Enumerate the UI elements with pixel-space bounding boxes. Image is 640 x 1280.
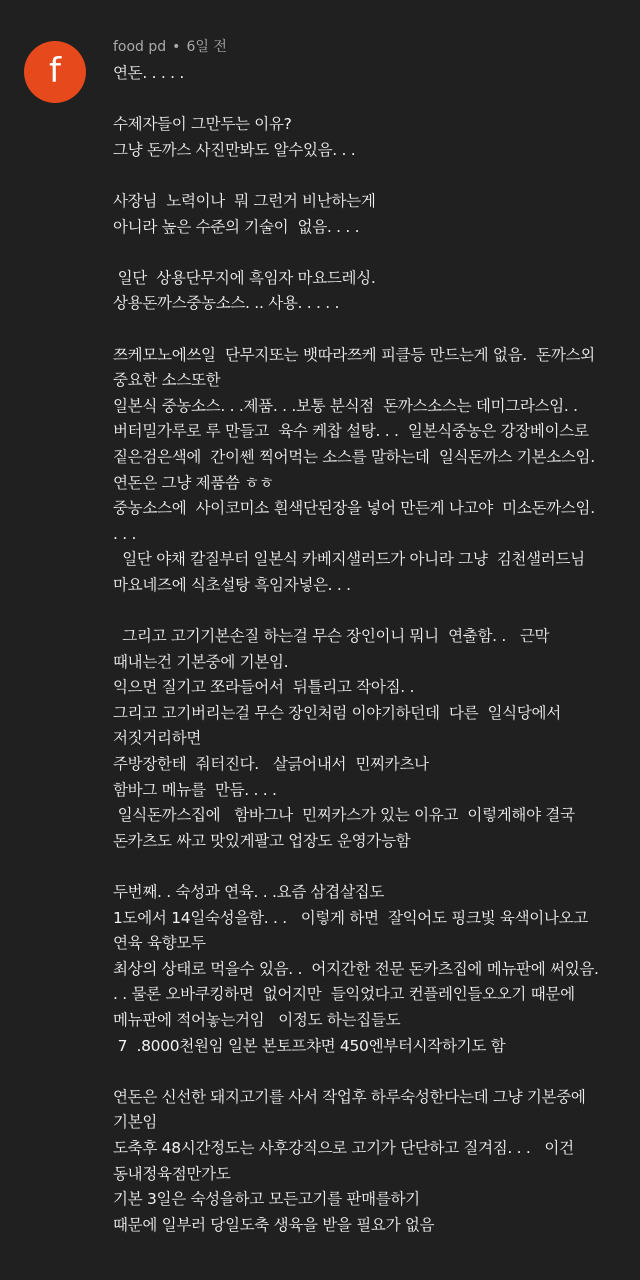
- comment-line: . . 물론 오바쿠킹하면 없어지만 들익었다고 컨플레인들오오기 때문에: [113, 985, 575, 1004]
- comment-line: 1도에서 14일숙성을함. . . 이렇게 하면 잘익어도 핑크빛 육색이나오고: [113, 908, 588, 927]
- comment-line: 그리고 고기버리는걸 무슨 장인처럼 이야기하던데 다른 일식당에서: [113, 703, 561, 722]
- comment-line: 그리고 고기기본손질 하는걸 무슨 장인이니 뭐니 연출함. . 근막: [113, 627, 550, 646]
- comment-line: 아니라 높은 수준의 기술이 없음. . . .: [113, 217, 360, 236]
- comment-line: 마요네즈에 식초설탕 흑임자넣은. . .: [113, 575, 351, 594]
- meta-separator: •: [172, 39, 181, 55]
- comment-line: [113, 240, 635, 266]
- comment-line: 때문에 일부러 당일도축 생육을 받을 필요가 없음: [113, 1215, 435, 1234]
- comment-line: 때내는건 기본중에 기본임.: [113, 652, 289, 671]
- comment-meta: [113, 38, 227, 56]
- comment-line: [113, 1059, 635, 1085]
- comment-line: 두번째. . 숙성과 연육. . .요즘 삼겹살집도: [113, 883, 384, 901]
- comment-line: 일단 상용단무지에 흑임자 마요드레싱.: [113, 268, 376, 287]
- comment-line: [113, 87, 635, 113]
- comment-line: 동내정육점만가도: [113, 1164, 231, 1183]
- comment-line: 중요한 소스또한: [113, 371, 221, 390]
- comment-line: . . .: [113, 524, 137, 543]
- comment-line: [113, 163, 635, 189]
- comment-time: 6일 전: [186, 39, 227, 55]
- comment-line: 짙은검은색에 간이쎈 찍어먹는 소스를 말하는데 일식돈까스 기본소스임.: [113, 447, 595, 466]
- comment-line: 중농소스에 사이코미소 흰색단된장을 넣어 만든게 나고야 미소돈까스임.: [113, 499, 595, 518]
- comment-line: 주방장한테 줘터진다. 살긁어내서 민찌카츠나: [113, 755, 429, 774]
- comment-line: 수제자들이 그만두는 이유?: [113, 115, 292, 134]
- comment-line: 함바그 메뉴를 만듬. . . .: [113, 780, 277, 799]
- comment-line: 익으면 질기고 쪼라들어서 뒤틀리고 작아짐. .: [113, 678, 415, 697]
- comment-line: 7 .8000천원임 일본 본토프챠면 450엔부터시작하기도 함: [113, 1036, 506, 1055]
- comment-line: 연돈은 신선한 돼지고기를 사서 작업후 하루숙성한다는데 그냥 기본중에: [113, 1087, 586, 1106]
- comment-line: [113, 854, 635, 880]
- comment-line: 버터밀가루로 루 만들고 육수 케찹 설탕. . . 일본식중농은 강장베이스로: [113, 422, 589, 441]
- comment-line: 사장님 노력이나 뭐 그런거 비난하는게: [113, 191, 376, 210]
- comment-line: 저짓거리하면: [113, 729, 202, 748]
- comment-line: 일단 야채 칼질부터 일본식 카베지샐러드가 아니라 그냥 김천샐러드님: [113, 550, 585, 569]
- comment-line: 쯔케모노에쓰일 단무지또는 뱃따라쯔케 피클등 만드는게 없음. 돈까스외: [113, 345, 595, 364]
- comment-line: 연돈은 그냥 제품씀 ㅎㅎ: [113, 473, 274, 492]
- comment-line: 메뉴판에 적어놓는거임 이정도 하는집들도: [113, 1010, 401, 1029]
- comment-line: 일식돈까스집에 함바그나 민찌카스가 있는 이유고 이렇게해야 결국: [113, 806, 575, 825]
- comment-line: 도축후 48시간정도는 사후강직으로 고기가 단단하고 질겨짐. . . 이건: [113, 1138, 574, 1157]
- avatar-letter: f: [49, 51, 61, 91]
- comment-line: 기본 3일은 숙성을하고 모든고기를 판매를하기: [113, 1190, 420, 1209]
- comment-line: 연육 육향모두: [113, 934, 206, 953]
- comment-line: 일본식 중농소스. . .제품. . .보통 분식점 돈까스소스는 데미그라스임. .: [113, 396, 578, 415]
- avatar[interactable]: [24, 41, 86, 103]
- comment-line: 연돈. . . . .: [113, 64, 184, 82]
- comment-line: 그냥 돈까스 사진만봐도 알수있음. . .: [113, 140, 356, 159]
- comment-line: [113, 598, 635, 624]
- comment-line: 최상의 상태로 먹을수 있음. . 어지간한 전문 돈카츠집에 메뉴판에 써있음.: [113, 959, 599, 978]
- comment-line: 기본임: [113, 1113, 158, 1132]
- comment-author[interactable]: food pd: [113, 39, 167, 55]
- comment-line: 상용돈까스중농소스. .. 사용. . . . .: [113, 294, 340, 313]
- comment-line: 돈카츠도 싸고 맛있게팔고 업장도 운영가능함: [113, 831, 411, 850]
- comment-line: [113, 317, 635, 343]
- comment-body: [113, 61, 635, 1238]
